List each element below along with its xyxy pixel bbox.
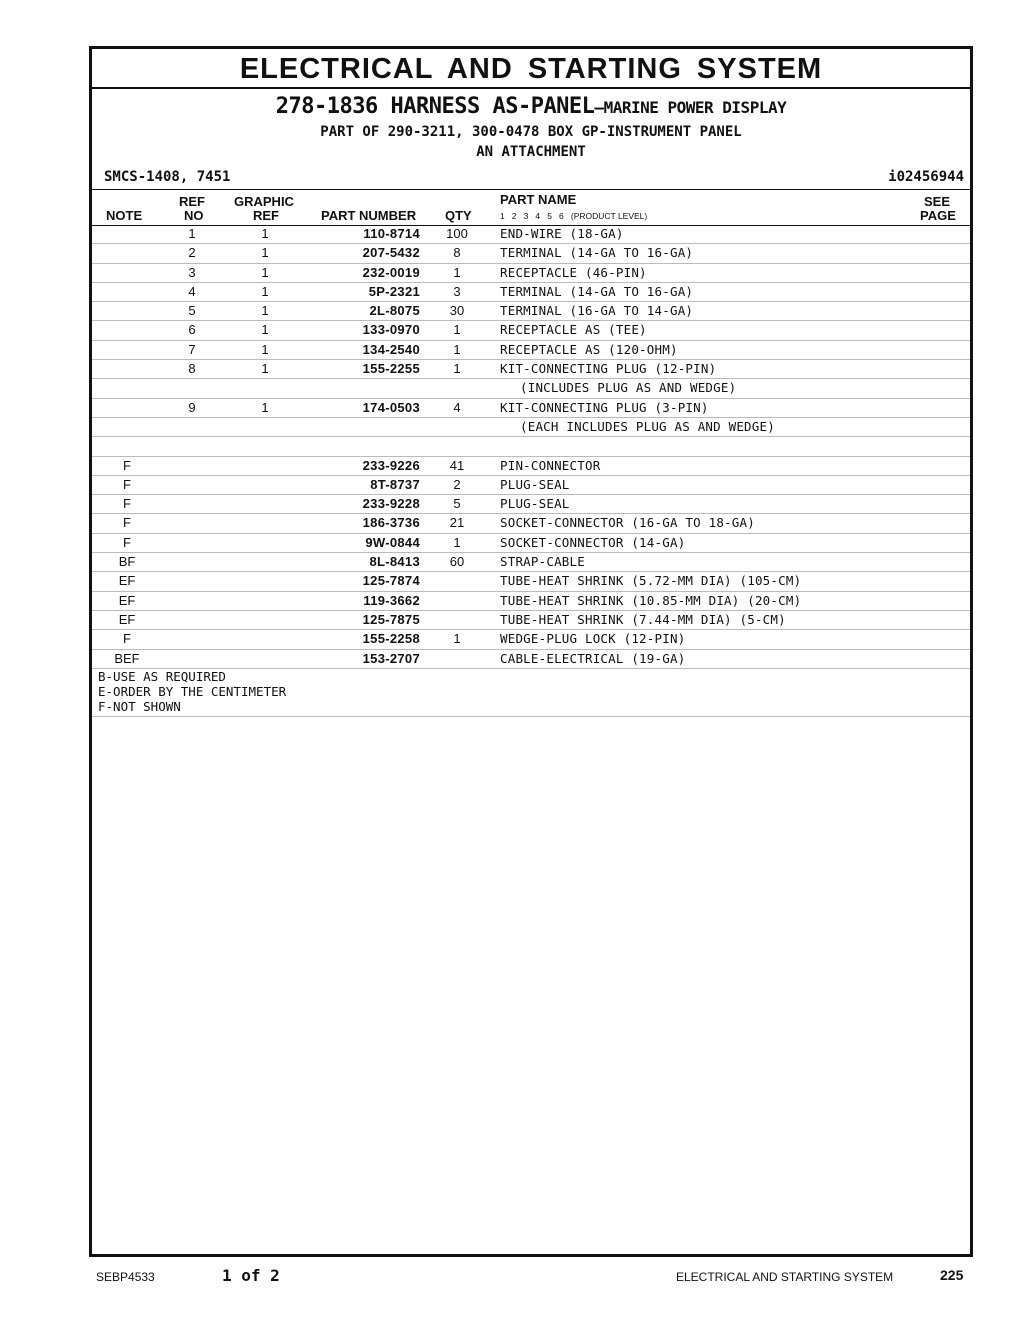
header-qty: QTY bbox=[445, 208, 472, 223]
row-part-number: 155-2258 bbox=[362, 631, 420, 647]
title-block bbox=[92, 93, 970, 162]
row-part-number: 232-0019 bbox=[362, 264, 420, 280]
table-row bbox=[92, 457, 970, 476]
footnote: E-ORDER BY THE CENTIMETER bbox=[98, 683, 287, 699]
row-ref-no: 1 bbox=[188, 226, 196, 241]
row-part-name: TUBE-HEAT SHRINK (7.44-MM DIA) (5-CM) bbox=[500, 611, 786, 627]
footnote: F-NOT SHOWN bbox=[98, 698, 181, 714]
row-part-name: (INCLUDES PLUG AS AND WEDGE) bbox=[520, 380, 737, 396]
row-part-name: PIN-CONNECTOR bbox=[500, 457, 601, 473]
row-part-name: SOCKET-CONNECTOR (14-GA) bbox=[500, 534, 686, 550]
footer-page-number: 225 bbox=[940, 1267, 964, 1283]
row-part-name: RECEPTACLE AS (TEE) bbox=[500, 322, 647, 338]
row-part-name: STRAP-CABLE bbox=[500, 554, 585, 570]
row-note: F bbox=[123, 515, 131, 531]
header-note: NOTE bbox=[106, 208, 143, 223]
table-row bbox=[92, 244, 970, 263]
table-row bbox=[92, 630, 970, 649]
row-part-name: PLUG-SEAL bbox=[500, 496, 570, 512]
row-part-number: 2L-8075 bbox=[369, 303, 420, 319]
footer-section: ELECTRICAL AND STARTING SYSTEM bbox=[676, 1270, 894, 1284]
row-graphic-ref: 1 bbox=[261, 322, 269, 338]
header-part-number: PART NUMBER bbox=[321, 208, 417, 223]
footer-page-of: 1 of 2 bbox=[222, 1266, 280, 1285]
row-graphic-ref: 1 bbox=[261, 361, 269, 377]
row-part-name: RECEPTACLE (46-PIN) bbox=[500, 264, 647, 280]
row-graphic-ref: 1 bbox=[261, 245, 269, 261]
row-qty: 1 bbox=[453, 341, 461, 357]
header-graphic-top: GRAPHIC bbox=[234, 194, 294, 209]
row-part-number: 233-9228 bbox=[362, 496, 420, 512]
table-row bbox=[92, 476, 970, 495]
header-ref-bottom: NO bbox=[184, 208, 204, 223]
row-qty: 1 bbox=[453, 264, 461, 280]
section-title: ELECTRICAL AND STARTING SYSTEM bbox=[92, 49, 970, 89]
row-graphic-ref: 1 bbox=[261, 399, 269, 415]
row-part-name: TERMINAL (14-GA TO 16-GA) bbox=[500, 283, 694, 299]
row-part-name: TERMINAL (14-GA TO 16-GA) bbox=[500, 245, 694, 261]
row-qty: 60 bbox=[449, 554, 465, 570]
header-product-levels: 1 2 3 4 5 6 (PRODUCT LEVEL) bbox=[500, 211, 648, 221]
row-qty: 3 bbox=[453, 283, 461, 299]
row-part-name: PLUG-SEAL bbox=[500, 476, 570, 492]
title-line2: PART OF 290-3211, 300-0478 BOX GP-INSTRUMENT PANEL bbox=[320, 124, 742, 140]
row-qty: 1 bbox=[453, 322, 461, 338]
table-row bbox=[92, 495, 970, 514]
row-qty: 2 bbox=[453, 476, 461, 492]
row-part-number: 8T-8737 bbox=[370, 476, 420, 492]
row-ref-no: 5 bbox=[188, 303, 196, 319]
row-ref-no: 9 bbox=[188, 399, 196, 415]
table-row bbox=[92, 225, 970, 244]
table-row bbox=[92, 264, 970, 283]
table-row bbox=[92, 572, 970, 591]
table-row bbox=[92, 553, 970, 572]
header-see-bottom: PAGE bbox=[920, 208, 956, 223]
table-row bbox=[92, 283, 970, 302]
page-footer bbox=[0, 1266, 1020, 1286]
row-part-name: RECEPTACLE AS (120-OHM) bbox=[500, 341, 678, 357]
row-part-number: 9W-0844 bbox=[365, 534, 420, 550]
row-qty: 8 bbox=[453, 245, 461, 261]
row-note: F bbox=[123, 496, 131, 512]
row-part-name: WEDGE-PLUG LOCK (12-PIN) bbox=[500, 631, 686, 647]
row-part-number: 119-3662 bbox=[363, 592, 420, 608]
table-row bbox=[92, 302, 970, 321]
table-row bbox=[92, 321, 970, 340]
row-qty: 1 bbox=[453, 361, 461, 377]
row-part-number: 133-0970 bbox=[362, 322, 420, 338]
footnote: B-USE AS REQUIRED bbox=[98, 668, 226, 684]
row-part-number: 153-2707 bbox=[362, 650, 420, 666]
row-ref-no: 3 bbox=[188, 264, 196, 280]
row-qty: 100 bbox=[446, 226, 468, 241]
row-part-number: 5P-2321 bbox=[368, 283, 420, 299]
row-part-name: END-WIRE (18-GA) bbox=[500, 226, 624, 241]
row-ref-no: 4 bbox=[188, 283, 196, 299]
table-row bbox=[92, 650, 970, 669]
row-part-name: (EACH INCLUDES PLUG AS AND WEDGE) bbox=[520, 418, 775, 434]
table-row bbox=[92, 534, 970, 553]
row-part-number: 233-9226 bbox=[362, 457, 420, 473]
row-note: EF bbox=[118, 592, 136, 608]
header-ref-top: REF bbox=[179, 194, 205, 209]
row-qty: 21 bbox=[449, 515, 465, 531]
header-see-top: SEE bbox=[924, 194, 951, 209]
row-part-number: 125-7874 bbox=[362, 573, 420, 589]
footnotes bbox=[98, 669, 286, 714]
title-part-number: 278-1836 bbox=[275, 94, 378, 119]
row-part-number: 186-3736 bbox=[362, 515, 420, 531]
table-row bbox=[92, 514, 970, 533]
row-qty: 4 bbox=[453, 399, 461, 415]
row-note: EF bbox=[118, 611, 136, 627]
illustration-id: i02456944 bbox=[888, 169, 964, 185]
row-ref-no: 8 bbox=[188, 361, 196, 377]
row-ref-no: 7 bbox=[188, 341, 196, 357]
row-note: BEF bbox=[114, 650, 140, 666]
table-row bbox=[92, 592, 970, 611]
table-row bbox=[92, 418, 970, 437]
table-row bbox=[92, 341, 970, 360]
row-graphic-ref: 1 bbox=[261, 264, 269, 280]
row-note: EF bbox=[118, 573, 136, 589]
table-row bbox=[92, 379, 970, 398]
row-ref-no: 2 bbox=[188, 245, 196, 261]
parts-table bbox=[92, 225, 970, 717]
row-qty: 1 bbox=[453, 534, 461, 550]
table-row bbox=[92, 360, 970, 379]
row-part-name: SOCKET-CONNECTOR (16-GA TO 18-GA) bbox=[500, 515, 755, 531]
row-part-number: 207-5432 bbox=[362, 245, 420, 261]
title-main: HARNESS AS-PANEL bbox=[390, 94, 595, 119]
row-part-number: 125-7875 bbox=[362, 611, 420, 627]
header-part-name: PART NAME bbox=[500, 192, 577, 207]
table-header bbox=[92, 189, 970, 226]
row-part-number: 174-0503 bbox=[362, 399, 420, 415]
title-line3: AN ATTACHMENT bbox=[476, 144, 586, 160]
table-row bbox=[92, 399, 970, 418]
row-part-name: KIT-CONNECTING PLUG (3-PIN) bbox=[500, 399, 709, 415]
row-qty: 5 bbox=[453, 496, 461, 512]
row-qty: 1 bbox=[453, 631, 461, 647]
row-ref-no: 6 bbox=[188, 322, 196, 338]
row-graphic-ref: 1 bbox=[261, 283, 269, 299]
row-part-number: 110-8714 bbox=[363, 226, 420, 241]
header-graphic-bottom: REF bbox=[253, 208, 279, 223]
page-frame bbox=[89, 46, 973, 1257]
title-sub: MARINE POWER DISPLAY bbox=[603, 98, 787, 117]
table-row bbox=[92, 437, 970, 456]
row-part-name: TERMINAL (16-GA TO 14-GA) bbox=[500, 303, 694, 319]
row-part-number: 8L-8413 bbox=[369, 554, 420, 570]
row-part-number: 134-2540 bbox=[362, 341, 420, 357]
row-part-name: TUBE-HEAT SHRINK (5.72-MM DIA) (105-CM) bbox=[500, 573, 802, 589]
row-note: F bbox=[123, 457, 131, 473]
table-row bbox=[92, 611, 970, 630]
row-graphic-ref: 1 bbox=[261, 226, 269, 241]
harness-title bbox=[92, 93, 970, 122]
row-part-name: KIT-CONNECTING PLUG (12-PIN) bbox=[500, 361, 717, 377]
footer-doc-id: SEBP4533 bbox=[96, 1270, 155, 1284]
row-note: BF bbox=[118, 554, 136, 570]
row-graphic-ref: 1 bbox=[261, 303, 269, 319]
row-part-name: TUBE-HEAT SHRINK (10.85-MM DIA) (20-CM) bbox=[500, 592, 802, 608]
footnotes-row bbox=[92, 669, 970, 717]
row-part-name: CABLE-ELECTRICAL (19-GA) bbox=[500, 650, 686, 666]
row-note: F bbox=[123, 534, 131, 550]
row-note: F bbox=[123, 476, 131, 492]
row-qty: 41 bbox=[449, 457, 465, 473]
smcs-code: SMCS-1408, 7451 bbox=[104, 169, 231, 185]
row-part-number: 155-2255 bbox=[362, 361, 420, 377]
row-graphic-ref: 1 bbox=[261, 341, 269, 357]
title-dash: — bbox=[594, 98, 604, 117]
row-qty: 30 bbox=[449, 303, 465, 319]
row-note: F bbox=[123, 631, 131, 647]
